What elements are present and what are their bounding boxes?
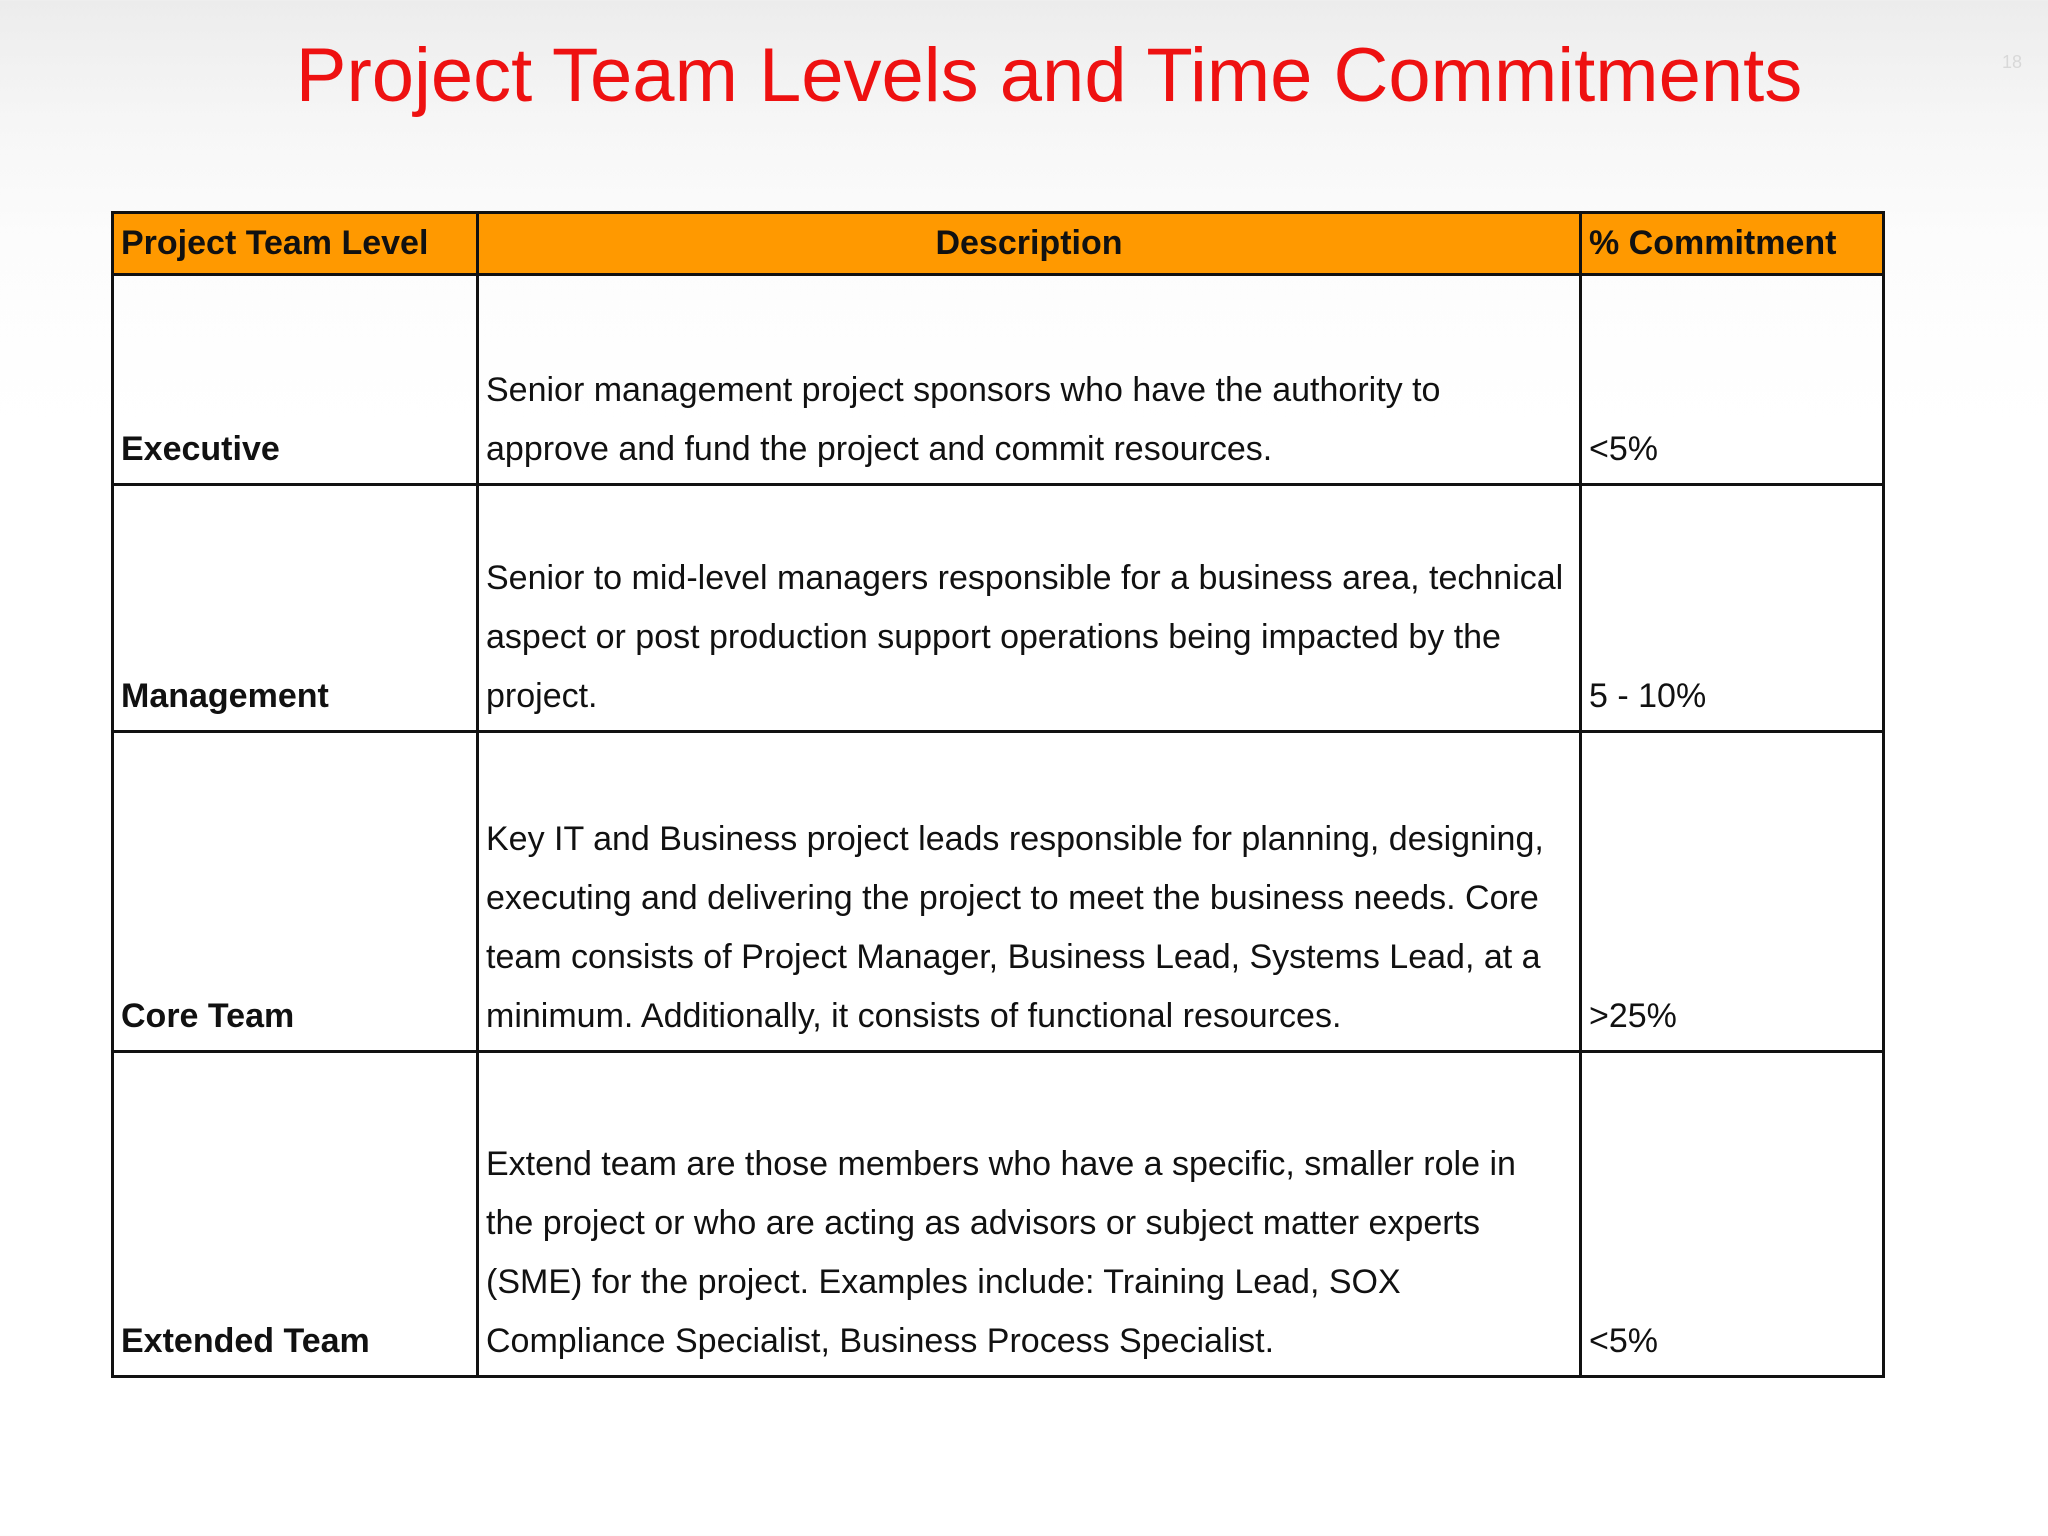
slide-title: Project Team Levels and Time Commitments	[295, 33, 1803, 118]
level-cell: Management	[113, 485, 478, 732]
header-row	[113, 213, 1884, 275]
description-cell: Senior to mid-level managers responsible for a business area, technical aspect or post production support operations being impacted by the project.	[478, 485, 1581, 732]
level-cell: Core Team	[113, 732, 478, 1052]
level-cell: Executive	[113, 275, 478, 485]
header-project-team-level: Project Team Level	[113, 213, 478, 275]
description-cell: Key IT and Business project leads responsible for planning, designing, executing and delivering the project to meet the business needs. Core team consists of Project Manager, Business Lead, Systems Lead, at a minimum. Additionally, it consists of functional resources.	[478, 732, 1581, 1052]
table-row-core-team	[113, 732, 1884, 1052]
table-row-extended-team	[113, 1052, 1884, 1377]
table-header	[113, 213, 1884, 275]
commitment-cell: >25%	[1581, 732, 1884, 1052]
level-cell: Extended Team	[113, 1052, 478, 1377]
table-body	[113, 275, 1884, 1377]
commitment-cell: <5%	[1581, 1052, 1884, 1377]
header-description: Description	[478, 213, 1581, 275]
commitment-cell: 5 - 10%	[1581, 485, 1884, 732]
header-commitment: % Commitment	[1581, 213, 1884, 275]
slide-number: 18	[2001, 52, 2022, 72]
table-row-management	[113, 485, 1884, 732]
description-cell: Senior management project sponsors who have the authority to approve and fund the project and commit resources.	[478, 275, 1581, 485]
team-levels-table	[111, 211, 1885, 1378]
table-row-executive	[113, 275, 1884, 485]
commitment-cell: <5%	[1581, 275, 1884, 485]
description-cell: Extend team are those members who have a specific, smaller role in the project or who are acting as advisors or subject matter experts (SME) for the project. Examples include: Training Lead, SOX Compliance Specialist, Business Process Specialist.	[478, 1052, 1581, 1377]
